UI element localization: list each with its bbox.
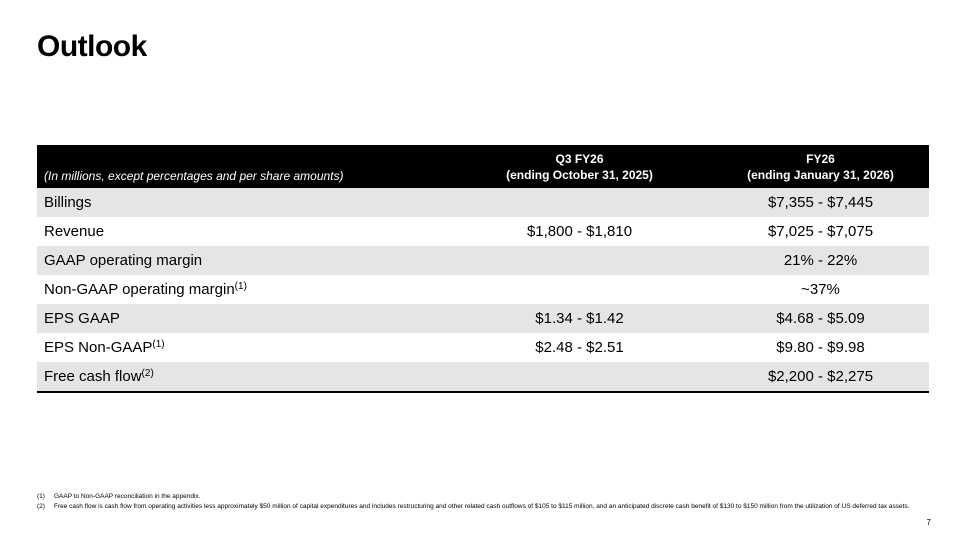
footnote-text: Free cash flow is cash flow from operating activities less approximately $50 million of capital expenditures and includes restructuring and other related cash outflows of $105 to $115 million, and an anticipated discrete cash benefit of $130 to $150 million from the utilization of US deferred tax assets.: [54, 503, 910, 510]
row-fy-value: $7,025 - $7,075: [767, 223, 874, 240]
header-fy26: [712, 151, 929, 188]
row-fy-value: ~37%: [801, 281, 840, 298]
footnote-number: (1): [37, 493, 45, 500]
table-header: [37, 145, 929, 188]
row-label: Free cash flow$^{(2)}$: [44, 368, 154, 385]
table-row: [37, 275, 929, 304]
row-fy-value: $9.80 - $9.98: [776, 339, 865, 356]
header-fy-line2: (ending January 31, 2026): [747, 168, 894, 182]
footnote: [37, 502, 917, 512]
table-row: [37, 362, 929, 391]
row-q3-value: $2.48 - $2.51: [535, 339, 624, 356]
outlook-table: [37, 145, 929, 393]
header-q3-line1: Q3 FY26: [555, 152, 604, 166]
footnotes: [37, 492, 917, 512]
row-fy-value: $7,355 - $7,445: [767, 194, 874, 211]
table-row: [37, 217, 929, 246]
footnote-number: (2): [37, 503, 45, 510]
footnote-text: GAAP to Non-GAAP reconciliation in the appendix.: [54, 493, 201, 500]
row-label: Billings: [44, 194, 92, 211]
row-label: EPS GAAP: [44, 310, 120, 327]
header-q3-fy26: [447, 151, 712, 188]
row-fy-value: 21% - 22%: [783, 252, 858, 269]
row-fy-value: $4.68 - $5.09: [776, 310, 865, 327]
row-label: GAAP operating margin: [44, 252, 203, 269]
page-number: 7: [926, 518, 931, 527]
table-row: [37, 304, 929, 333]
row-label: Non-GAAP operating margin$^{(1)}$: [44, 281, 247, 298]
row-label: Revenue: [44, 223, 105, 240]
header-description: (In millions, except percentages and per share amounts): [44, 169, 344, 183]
header-fy-line1: FY26: [806, 152, 835, 166]
footnote: [37, 492, 917, 502]
header-q3-line2: (ending October 31, 2025): [506, 168, 653, 182]
row-q3-value: $1,800 - $1,810: [526, 223, 633, 240]
row-fy-value: $2,200 - $2,275: [767, 368, 874, 385]
page-title: Outlook: [37, 30, 147, 63]
row-label: EPS Non-GAAP$^{(1)}$: [44, 339, 165, 356]
row-q3-value: $1.34 - $1.42: [535, 310, 624, 327]
table-row: [37, 188, 929, 217]
table-row: [37, 333, 929, 362]
table-row: [37, 246, 929, 275]
